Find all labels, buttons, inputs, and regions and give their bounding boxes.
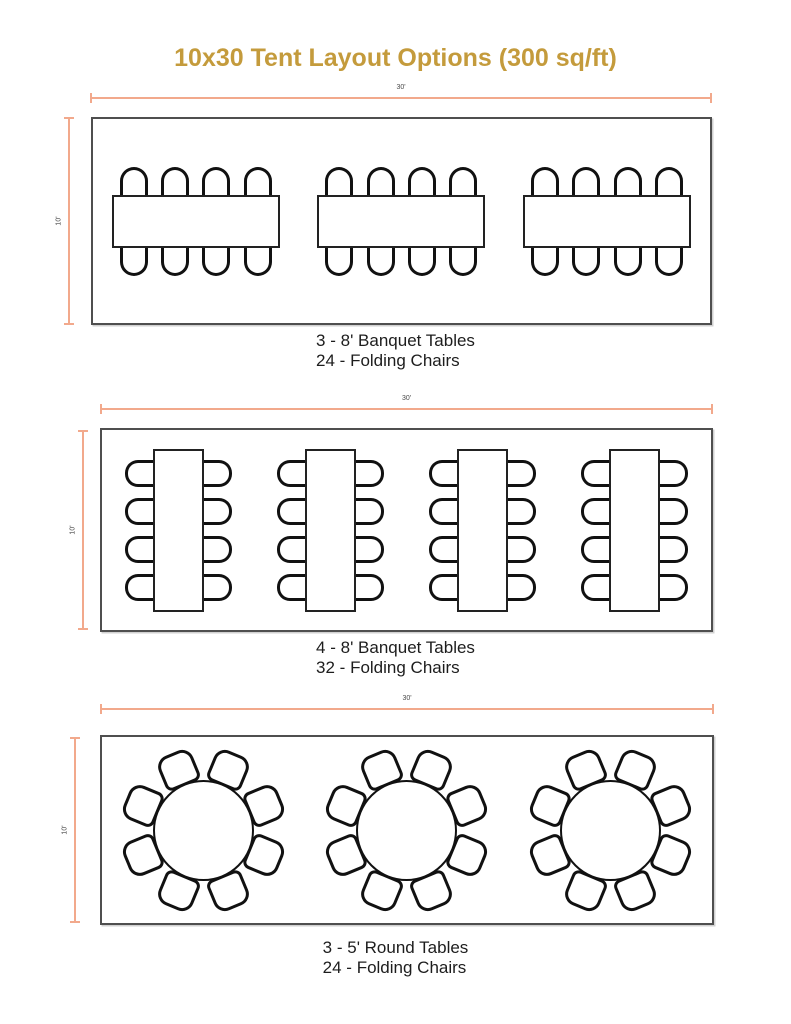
round-table-group bbox=[118, 744, 290, 916]
dimension-tick bbox=[64, 117, 74, 119]
dimension-line bbox=[100, 708, 714, 710]
round-table bbox=[356, 780, 457, 881]
dimension-tick bbox=[78, 628, 88, 630]
dimension-width-layout3 bbox=[100, 696, 714, 712]
caption-chairs: 24 - Folding Chairs bbox=[322, 958, 467, 977]
dimension-line bbox=[82, 430, 84, 630]
dimension-line bbox=[90, 97, 712, 99]
banquet-table bbox=[457, 449, 508, 612]
banquet-table-group bbox=[429, 449, 536, 612]
round-table bbox=[560, 780, 661, 881]
dimension-height-label: 10' bbox=[55, 216, 63, 226]
dimension-tick bbox=[100, 404, 102, 414]
caption-chairs: 24 - Folding Chairs bbox=[316, 351, 460, 370]
dimension-tick bbox=[70, 737, 80, 739]
caption-tables: 3 - 5' Round Tables bbox=[322, 938, 469, 957]
caption-chairs: 32 - Folding Chairs bbox=[316, 658, 460, 677]
caption-layout1 bbox=[0, 331, 791, 371]
dimension-height-layout3 bbox=[61, 737, 81, 923]
tent-outline-layout3 bbox=[100, 735, 714, 925]
dimension-height-layout1 bbox=[55, 117, 75, 325]
dimension-height-label: 10' bbox=[69, 525, 77, 535]
dimension-tick bbox=[90, 93, 92, 103]
tent-outline-layout1 bbox=[91, 117, 712, 325]
banquet-table-group bbox=[125, 449, 232, 612]
dimension-tick bbox=[100, 704, 102, 714]
dimension-width-layout2 bbox=[100, 396, 713, 412]
dimension-tick bbox=[64, 323, 74, 325]
dimension-width-layout1 bbox=[90, 85, 712, 101]
round-table-group bbox=[524, 744, 696, 916]
banquet-table-group bbox=[523, 167, 691, 276]
dimension-tick bbox=[712, 704, 714, 714]
dimension-height-layout2 bbox=[69, 430, 89, 630]
dimension-line bbox=[100, 408, 713, 410]
caption-layout3 bbox=[0, 938, 791, 978]
banquet-table-group bbox=[581, 449, 688, 612]
page-title: 10x30 Tent Layout Options (300 sq/ft) bbox=[174, 44, 617, 72]
banquet-table-group bbox=[112, 167, 280, 276]
banquet-table bbox=[609, 449, 660, 612]
round-table bbox=[153, 780, 254, 881]
banquet-table bbox=[112, 195, 280, 248]
caption-tables: 3 - 8' Banquet Tables bbox=[316, 331, 475, 350]
banquet-table bbox=[153, 449, 204, 612]
dimension-height-label: 10' bbox=[61, 825, 69, 835]
banquet-table-group bbox=[277, 449, 384, 612]
dimension-tick bbox=[70, 921, 80, 923]
tent-outline-layout2 bbox=[100, 428, 713, 632]
dimension-tick bbox=[711, 404, 713, 414]
dimension-width-label: 30' bbox=[402, 695, 412, 702]
banquet-table bbox=[523, 195, 691, 248]
banquet-table bbox=[305, 449, 356, 612]
dimension-tick bbox=[710, 93, 712, 103]
dimension-tick bbox=[78, 430, 88, 432]
caption-tables: 4 - 8' Banquet Tables bbox=[316, 638, 475, 657]
dimension-line bbox=[68, 117, 70, 325]
caption-layout2 bbox=[0, 638, 791, 678]
round-table-group bbox=[321, 744, 493, 916]
dimension-width-label: 30' bbox=[396, 84, 406, 91]
dimension-line bbox=[74, 737, 76, 923]
dimension-width-label: 30' bbox=[401, 395, 412, 402]
banquet-table bbox=[317, 195, 485, 248]
banquet-table-group bbox=[317, 167, 485, 276]
